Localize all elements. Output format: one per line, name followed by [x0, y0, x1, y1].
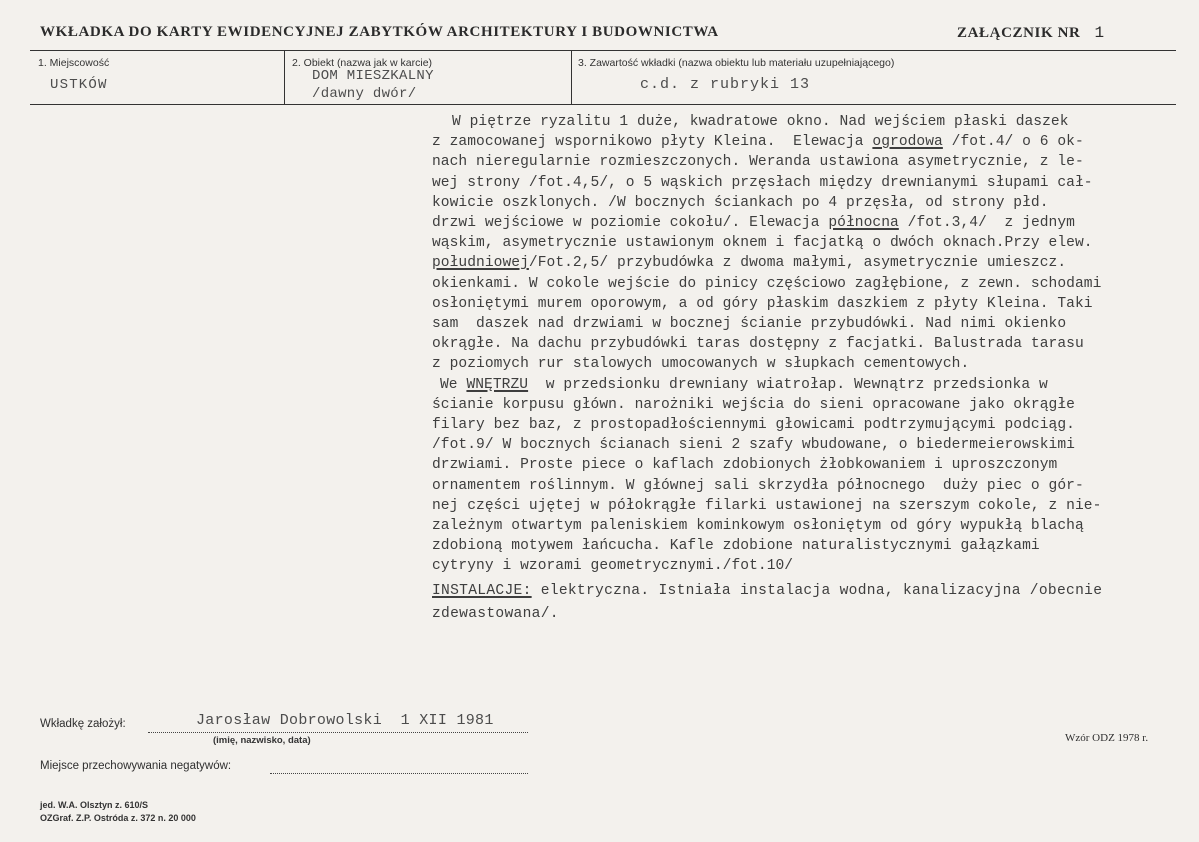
- form-model: Wzór ODZ 1978 r.: [1065, 732, 1149, 744]
- compiled-value: Jarosław Dobrowolski 1 XII 1981: [196, 712, 494, 729]
- underlined-word: północna: [828, 215, 899, 231]
- body-line: zależnym otwartym paleniskiem kominkowym osłoniętym od góry wypukłą blachą: [432, 518, 1084, 534]
- object-value-line2: /dawny dwór/: [312, 86, 417, 102]
- body-line: We WNĘTRZU w przedsionku drewniany wiatrołap. Wewnątrz przedsionka w: [440, 376, 1048, 393]
- underlined-word: ogrodowa: [872, 134, 943, 151]
- annex-number: 1: [1094, 24, 1105, 42]
- field-divider-1: [284, 50, 285, 104]
- underlined-word: WNĘTRZU: [466, 376, 529, 393]
- installations-line1: [432, 583, 1102, 599]
- compiled-hint: (imię, nazwisko, data): [213, 735, 311, 746]
- body-line: W piętrze ryzalitu 1 duże, kwadratowe okno. Nad wejściem płaski daszek: [452, 114, 1069, 130]
- body-line: ścianie korpusu główn. narożniki wejścia do sieni opracowane jako okrągłe: [432, 396, 1075, 413]
- body-line: z zamocowanej wspornikowo płyty Kleina. Elewacja ogrodowa /fot.4/ o 6 ok-: [432, 134, 1084, 151]
- body-line: południowej/Fot.2,5/ przybudówka z dwoma małymi, asymetrycznie umieszcz.: [432, 255, 1067, 272]
- locality-value: USTKÓW: [50, 77, 108, 93]
- body-line: osłoniętymi murem oporowym, a od góry płaskim daszkiem z płyty Kleina. Taki: [432, 295, 1093, 312]
- body-line: okrągłe. Na dachu przybudówki taras dostępny z facjatki. Balustrada tarasu: [432, 336, 1084, 353]
- content-label: 3. Zawartość wkładki (nazwa obiektu lub materiału uzupełniającego): [578, 57, 895, 69]
- installations-line2: zdewastowana/.: [432, 606, 559, 622]
- negatives-label: Miejsce przechowywania negatywów:: [40, 760, 232, 772]
- body-line: /fot.9/ W bocznych ścianach sieni 2 szafy wbudowane, o biedermeierowskimi: [432, 437, 1075, 454]
- body-line: filary bez baz, z prostopadłościennymi głowicami podtrzymującymi podciąg.: [432, 417, 1075, 433]
- body-line: drzwiami. Proste piece o kaflach zdobionych żłobkowaniem i uproszczonym: [432, 457, 1058, 474]
- underlined-word: południowej: [432, 255, 529, 272]
- content-value: c.d. z rubryki 13: [640, 76, 811, 93]
- fields-bottom-rule: [30, 104, 1176, 105]
- locality-label: 1. Miejscowość: [38, 57, 110, 69]
- annex-label: [957, 24, 1105, 42]
- print-line-2: OZGraf. Z.P. Ostróda z. 372 n. 20 000: [40, 813, 196, 823]
- installations-heading: INSTALACJE:: [432, 583, 532, 599]
- body-line: nach nieregularnie rozmieszczonych. Weranda ustawiona asymetrycznie, z le-: [432, 154, 1084, 171]
- compiled-dotted-line: [148, 732, 528, 733]
- annex-label-text: ZAŁĄCZNIK NR: [957, 25, 1081, 41]
- body-line: zdobioną motywem łańcucha. Kafle zdobione naturalistycznymi gałązkami: [432, 538, 1040, 555]
- print-line-1: jed. W.A. Olsztyn z. 610/S: [40, 800, 149, 810]
- negatives-dotted-line: [270, 773, 528, 774]
- object-label: 2. Obiekt (nazwa jak w karcie): [292, 57, 433, 69]
- body-line: cytryny i wzorami geometrycznymi./fot.10/: [432, 558, 794, 575]
- form-title: WKŁADKA DO KARTY EWIDENCYJNEJ ZABYTKÓW ARCHITEKTURY I BUDOWNICTWA: [40, 24, 719, 40]
- body-line: okienkami. W cokole wejście do pinicy częściowo zagłębione, z zewn. schodami: [432, 275, 1102, 292]
- body-line: drzwi wejściowe w poziomie cokołu/. Elewacja północna /fot.3,4/ z jednym: [432, 215, 1075, 231]
- body-line: wej strony /fot.4,5/, o 5 wąskich przęsłach między drewnianymi słupami cał-: [432, 174, 1093, 191]
- installations-text: elektryczna. Istniała instalacja wodna, kanalizacyjna /obecnie: [531, 583, 1103, 599]
- compiled-label: Wkładkę założył:: [40, 718, 126, 730]
- body-line: nej części ujętej w półokrągłe filarki ustawionej na szerszym cokole, z nie-: [432, 497, 1102, 514]
- body-line: wąskim, asymetrycznie ustawionym oknem i facjatką o dwóch oknach.Przy elew.: [432, 235, 1093, 252]
- field-divider-2: [571, 50, 572, 104]
- body-line: z poziomych rur stalowych umocowanych w słupkach cementowych.: [432, 356, 970, 373]
- object-value-line1: DOM MIESZKALNY: [312, 68, 434, 84]
- header-rule: [30, 50, 1176, 51]
- body-line: kowicie oszklonych. /W bocznych ściankach po 4 przęsła, od strony płd.: [432, 194, 1049, 211]
- body-line: sam daszek nad drzwiami w bocznej ścianie przybudówki. Nad nimi okienko: [432, 316, 1067, 332]
- body-line: ornamentem roślinnym. W głównej sali skrzydła północnego duży piec o gór-: [432, 477, 1084, 494]
